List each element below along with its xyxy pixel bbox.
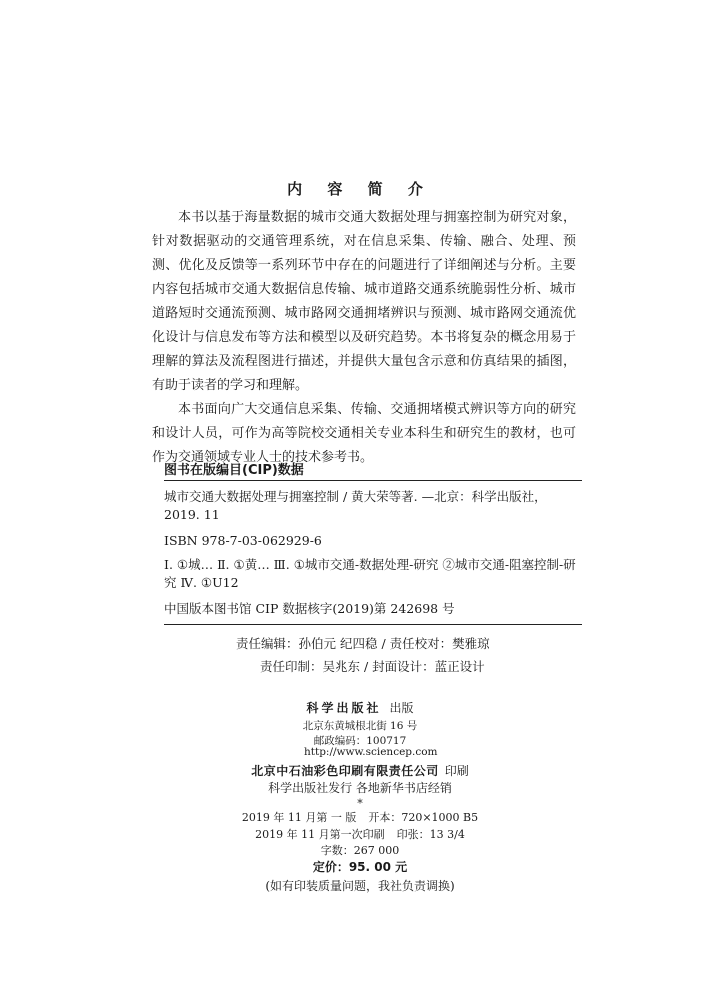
cip-record: 城市交通大数据处理与拥塞控制 / 黄大荣等著. —北京：科学出版社，2019. 11 [164,489,547,522]
summary-paragraph: 本书以基于海量数据的城市交通大数据处理与拥塞控制为研究对象，针对数据驱动的交通管理系统，对在信息采集、传输、融合、处理、预测、优化及反馈等一系列环节中存在的问题进行了详细阐述与分析。主要内容包括城市交通大数据信息传输、城市道路交通系统脆弱性分析、城市道路短时交通流预测、城市路网交通拥堵辨识与预测、城市路网交通流优化设计与信息发布等方法和模型以及研究趋势。本书将复杂的概念用易于理解的算法及流程图进行描述，并提供大量包含示意和仿真结果的插图，有助于读者的学习和理解。 [152,210,576,393]
word-count: 字数：267 000 [320,844,400,857]
cip-classification: Ⅰ. ①城… Ⅱ. ①黄… Ⅲ. ①城市交通-数据处理-研究 ②城市交通-阻塞控制-研究 Ⅳ. ①U12 [164,557,576,590]
publisher-verb: 出版 [389,701,414,715]
postal-code: 邮政编码：100717 [313,735,407,747]
quality-notice: (如有印装质量问题，我社负责调换) [265,879,455,893]
publisher-url: http://www.sciencep.com [304,746,438,758]
printer-line [0,762,720,779]
cip-bottom-divider [164,624,582,625]
cip-heading: 图书在版编目(CIP)数据 [164,463,304,478]
printer-name: 北京中石油彩色印刷有限责任公司 [251,764,439,778]
separator-asterisk: * [357,797,363,810]
summary-title: 内 容 简 介 [287,180,433,198]
distributor: 科学出版社发行 各地新华书店经销 [268,781,452,795]
editor-credits: 责任编辑：孙伯元 纪四稳 / 责任校对：樊雅琼 [236,636,490,651]
cip-top-divider [164,480,582,481]
printer-verb: 印刷 [444,764,469,778]
book-format: 开本：720×1000 B5 [368,811,479,824]
print-date: 2019 年 11 月第一次印刷 [255,828,385,841]
printing-line [0,826,720,842]
publisher-name: 科学出版社 [306,701,382,715]
edition-date: 2019 年 11 月第 一 版 [241,811,357,824]
publisher-line [0,699,720,716]
summary-body [152,206,576,470]
cip-isbn: ISBN 978-7-03-062929-6 [164,533,322,548]
publisher-address: 北京东黄城根北街 16 号 [302,720,418,732]
production-credits: 责任印制：吴兆东 / 封面设计：蓝正设计 [260,659,485,674]
print-sheets: 印张：13 3/4 [396,828,465,841]
edition-line [0,810,720,826]
price: 定价：95. 00 元 [312,860,408,874]
summary-paragraph: 本书面向广大交通信息采集、传输、交通拥堵模式辨识等方向的研究和设计人员，可作为高等院校交通相关专业本科生和研究生的教材，也可作为交通领域专业人士的技术参考书。 [152,402,576,465]
cip-check-number: 中国版本图书馆 CIP 数据核字(2019)第 242698 号 [164,601,455,616]
